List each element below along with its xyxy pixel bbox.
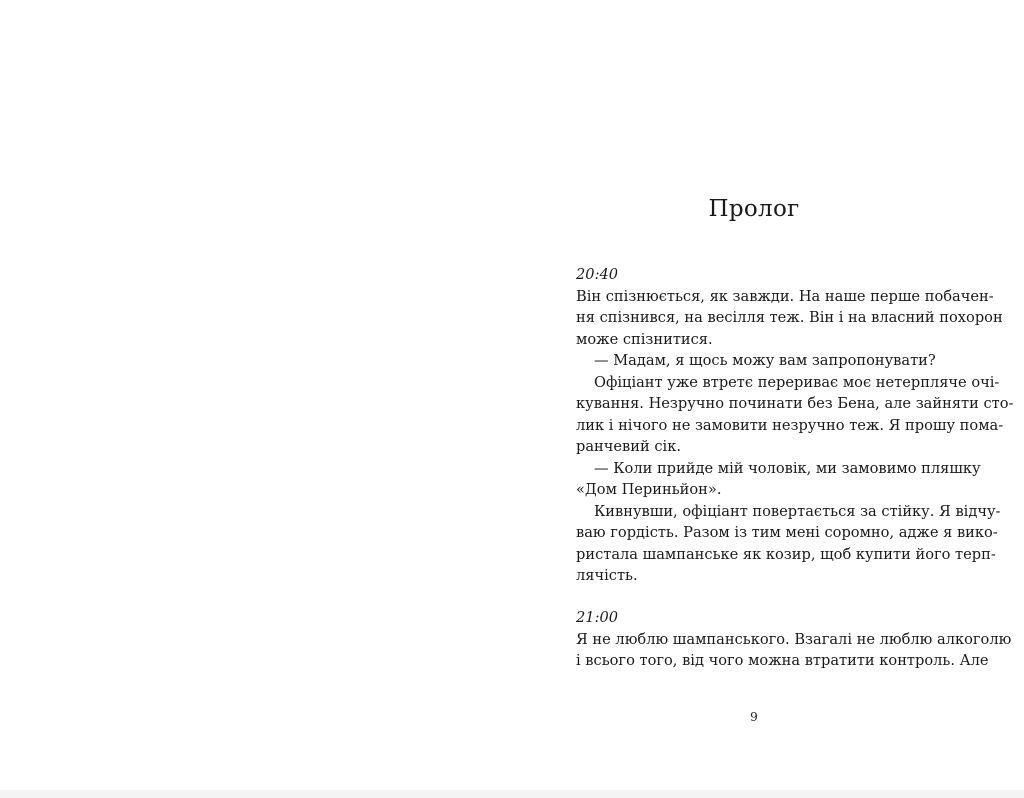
text-section-1 <box>576 264 1014 587</box>
section-time: 20:40 <box>576 266 619 283</box>
section-paragraphs <box>576 629 1012 672</box>
text-line: кування. Незручно починати без Бена, але зайняти сто- <box>576 395 1014 412</box>
text-line: ранчевий сік. <box>576 438 681 455</box>
text-line: Він спізнюється, як завжди. На наше перше побачен- <box>576 287 994 305</box>
text-line: може спізнитися. <box>576 330 713 348</box>
text-line: Я не люблю шампанського. Взагалі не люблю алкоголю <box>576 630 1012 648</box>
text-line: «Дом Периньйон». <box>576 481 722 498</box>
text-line: — Мадам, я щось можу вам запропонувати? <box>594 352 936 369</box>
text-line: ня спізнився, на весілля теж. Він і на власний похорон <box>576 309 1003 326</box>
text-line: Офіціант уже втретє перериває моє нетерпляче очі- <box>594 373 1000 391</box>
text-line: ваю гордість. Разом із тим мені соромно, адже я вико- <box>576 524 998 541</box>
section-paragraphs <box>576 286 1014 587</box>
page-number: 9 <box>750 710 758 724</box>
text-section-2 <box>576 607 1012 672</box>
text-line: лячість. <box>576 567 638 584</box>
chapter-title: Пролог <box>708 196 800 222</box>
bottom-edge <box>0 790 1024 798</box>
text-line: ристала шампанське як козир, щоб купити його терп- <box>576 545 996 563</box>
text-line: — Коли прийде мій чоловік, ми замовимо пляшку <box>594 459 981 477</box>
text-line: лик і нічого не замовити незручно теж. Я прошу пома- <box>576 416 1004 434</box>
text-line: Кивнувши, офіціант повертається за стійку. Я відчу- <box>594 502 1001 520</box>
text-line: і всього того, від чого можна втратити контроль. Але <box>576 652 989 669</box>
section-time: 21:00 <box>576 609 619 626</box>
